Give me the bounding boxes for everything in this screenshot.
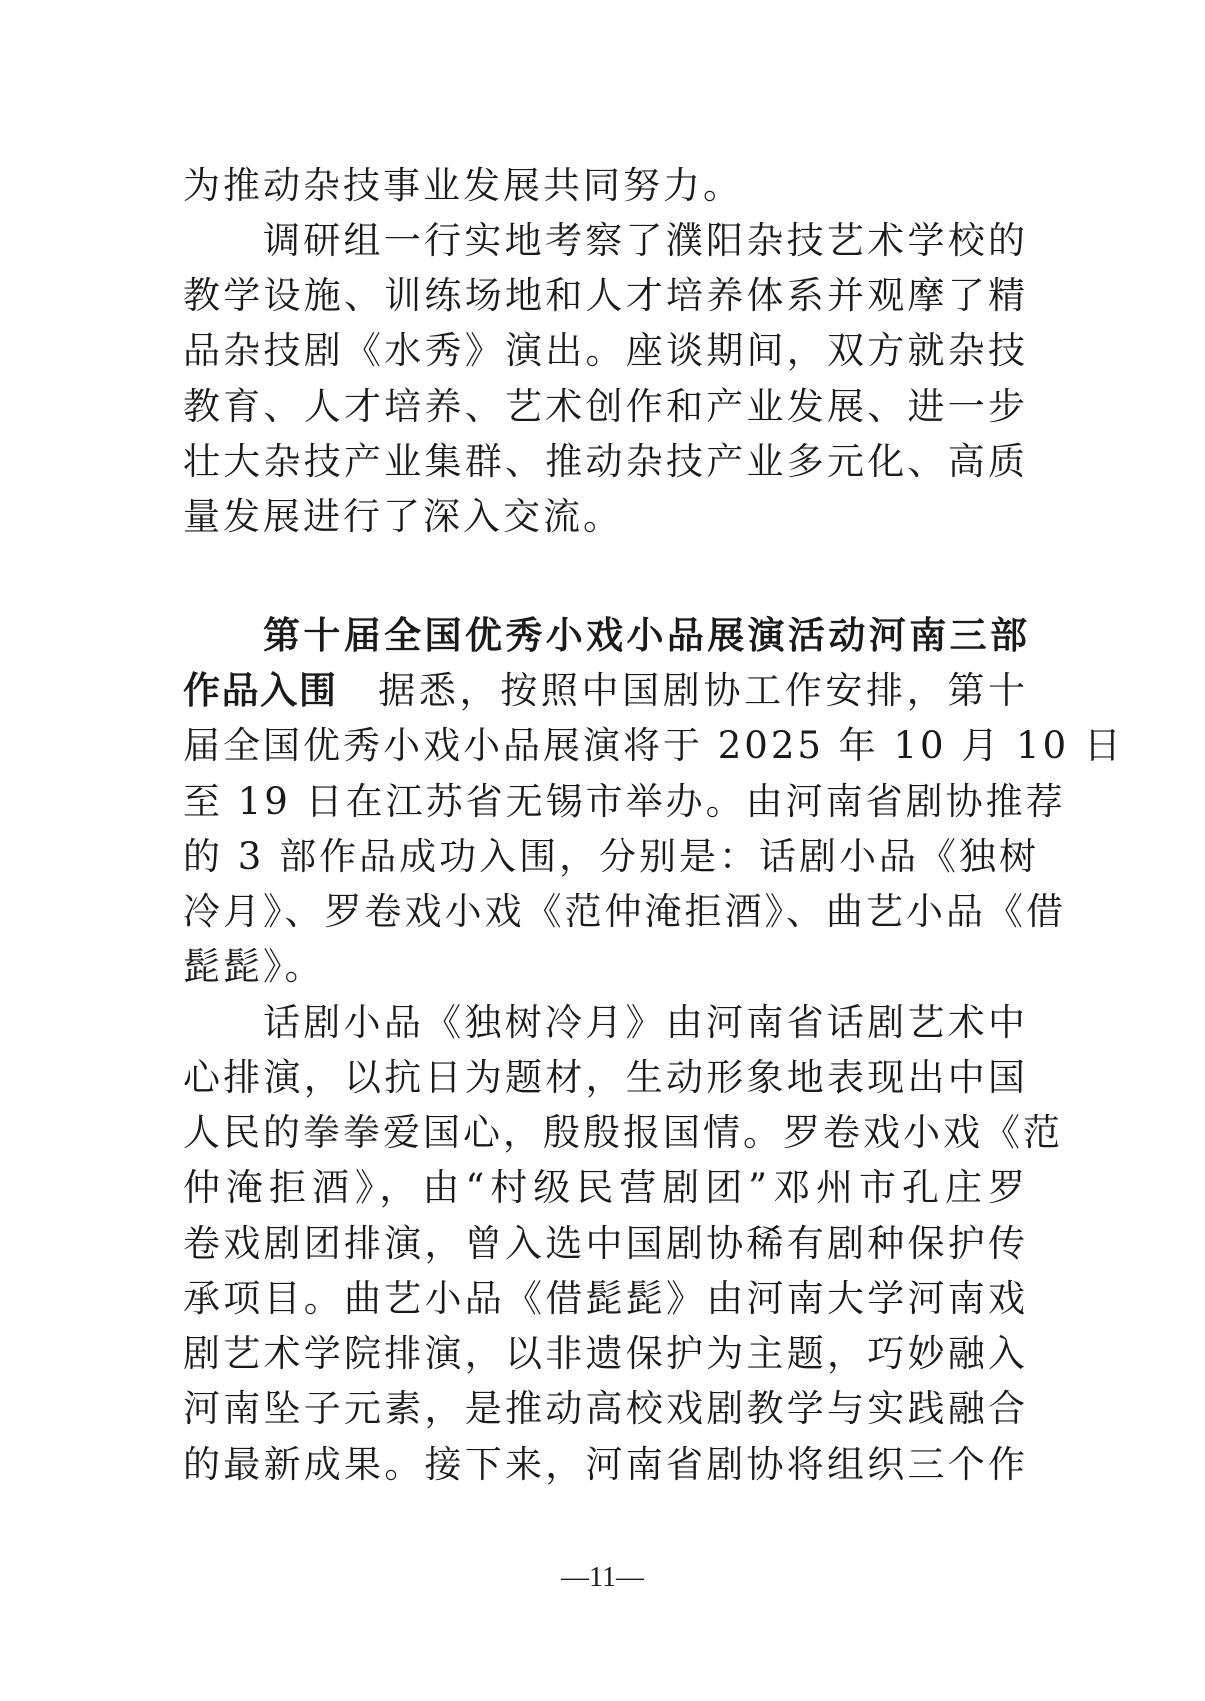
paragraph-1-line-1: 为推动杂技事业发展共同努力。 [183, 164, 743, 207]
paragraph-2-line-5: 壮大杂技产业集群、推动杂技产业多元化、高质 [183, 440, 1028, 483]
news-heading-line-2-bold: 作品入围 [183, 669, 338, 712]
paragraph-4-line-5: 卷戏剧团排演，曾入选中国剧协稀有剧种保护传 [183, 1222, 1028, 1265]
paragraph-4-line-4: 仲淹拒酒》，由“村级民营剧团”邓州市孔庄罗 [183, 1166, 1028, 1209]
news-body-line-4: 的 3 部作品成功入围，分别是：话剧小品《独树 [183, 835, 1040, 878]
paragraph-2-line-2: 教学设施、训练场地和人才培养体系并观摩了精 [183, 274, 1028, 317]
paragraph-2-line-1: 调研组一行实地考察了濮阳杂技艺术学校的 [263, 219, 1028, 262]
paragraph-4-line-2: 心排演，以抗日为题材，生动形象地表现出中国 [183, 1056, 1028, 1099]
news-body-line-1: 据悉，按照中国剧协工作安排，第十 [337, 669, 1029, 712]
paragraph-4-line-8: 河南坠子元素，是推动高校戏剧教学与实践融合 [183, 1387, 1028, 1430]
paragraph-2-line-4: 教育、人才培养、艺术创作和产业发展、进一步 [183, 385, 1028, 428]
news-body-line-6: 髭髭》。 [183, 945, 325, 988]
news-body-line-3: 至 19 日在江苏省无锡市举办。由河南省剧协推荐 [183, 780, 1066, 823]
paragraph-2-line-6: 量发展进行了深入交流。 [183, 495, 623, 538]
news-body-line-5: 冷月》、罗卷戏小戏《范仲淹拒酒》、曲艺小品《借 [183, 890, 1066, 933]
paragraph-2-line-3: 品杂技剧《水秀》演出。座谈期间，双方就杂技 [183, 329, 1028, 372]
news-heading-line-2 [183, 663, 1028, 719]
paragraph-4-line-1: 话剧小品《独树冷月》由河南省话剧艺术中 [263, 1001, 1028, 1044]
paragraph-4-line-9: 的最新成果。接下来，河南省剧协将组织三个作 [183, 1443, 1028, 1486]
paragraph-4-line-7: 剧艺术学院排演，以非遗保护为主题，巧妙融入 [183, 1332, 1028, 1375]
news-body-line-2: 届全国优秀小戏小品展演将于 2025 年 10 月 10 日 [183, 724, 1124, 767]
paragraph-4-line-6: 承项目。曲艺小品《借髭髭》由河南大学河南戏 [183, 1277, 1028, 1320]
page-number: —11— [561, 1562, 644, 1593]
paragraph-4-line-3: 人民的拳拳爱国心，殷殷报国情。罗卷戏小戏《范 [183, 1111, 1063, 1154]
news-heading-line-1: 第十届全国优秀小戏小品展演活动河南三部 [263, 614, 1028, 657]
